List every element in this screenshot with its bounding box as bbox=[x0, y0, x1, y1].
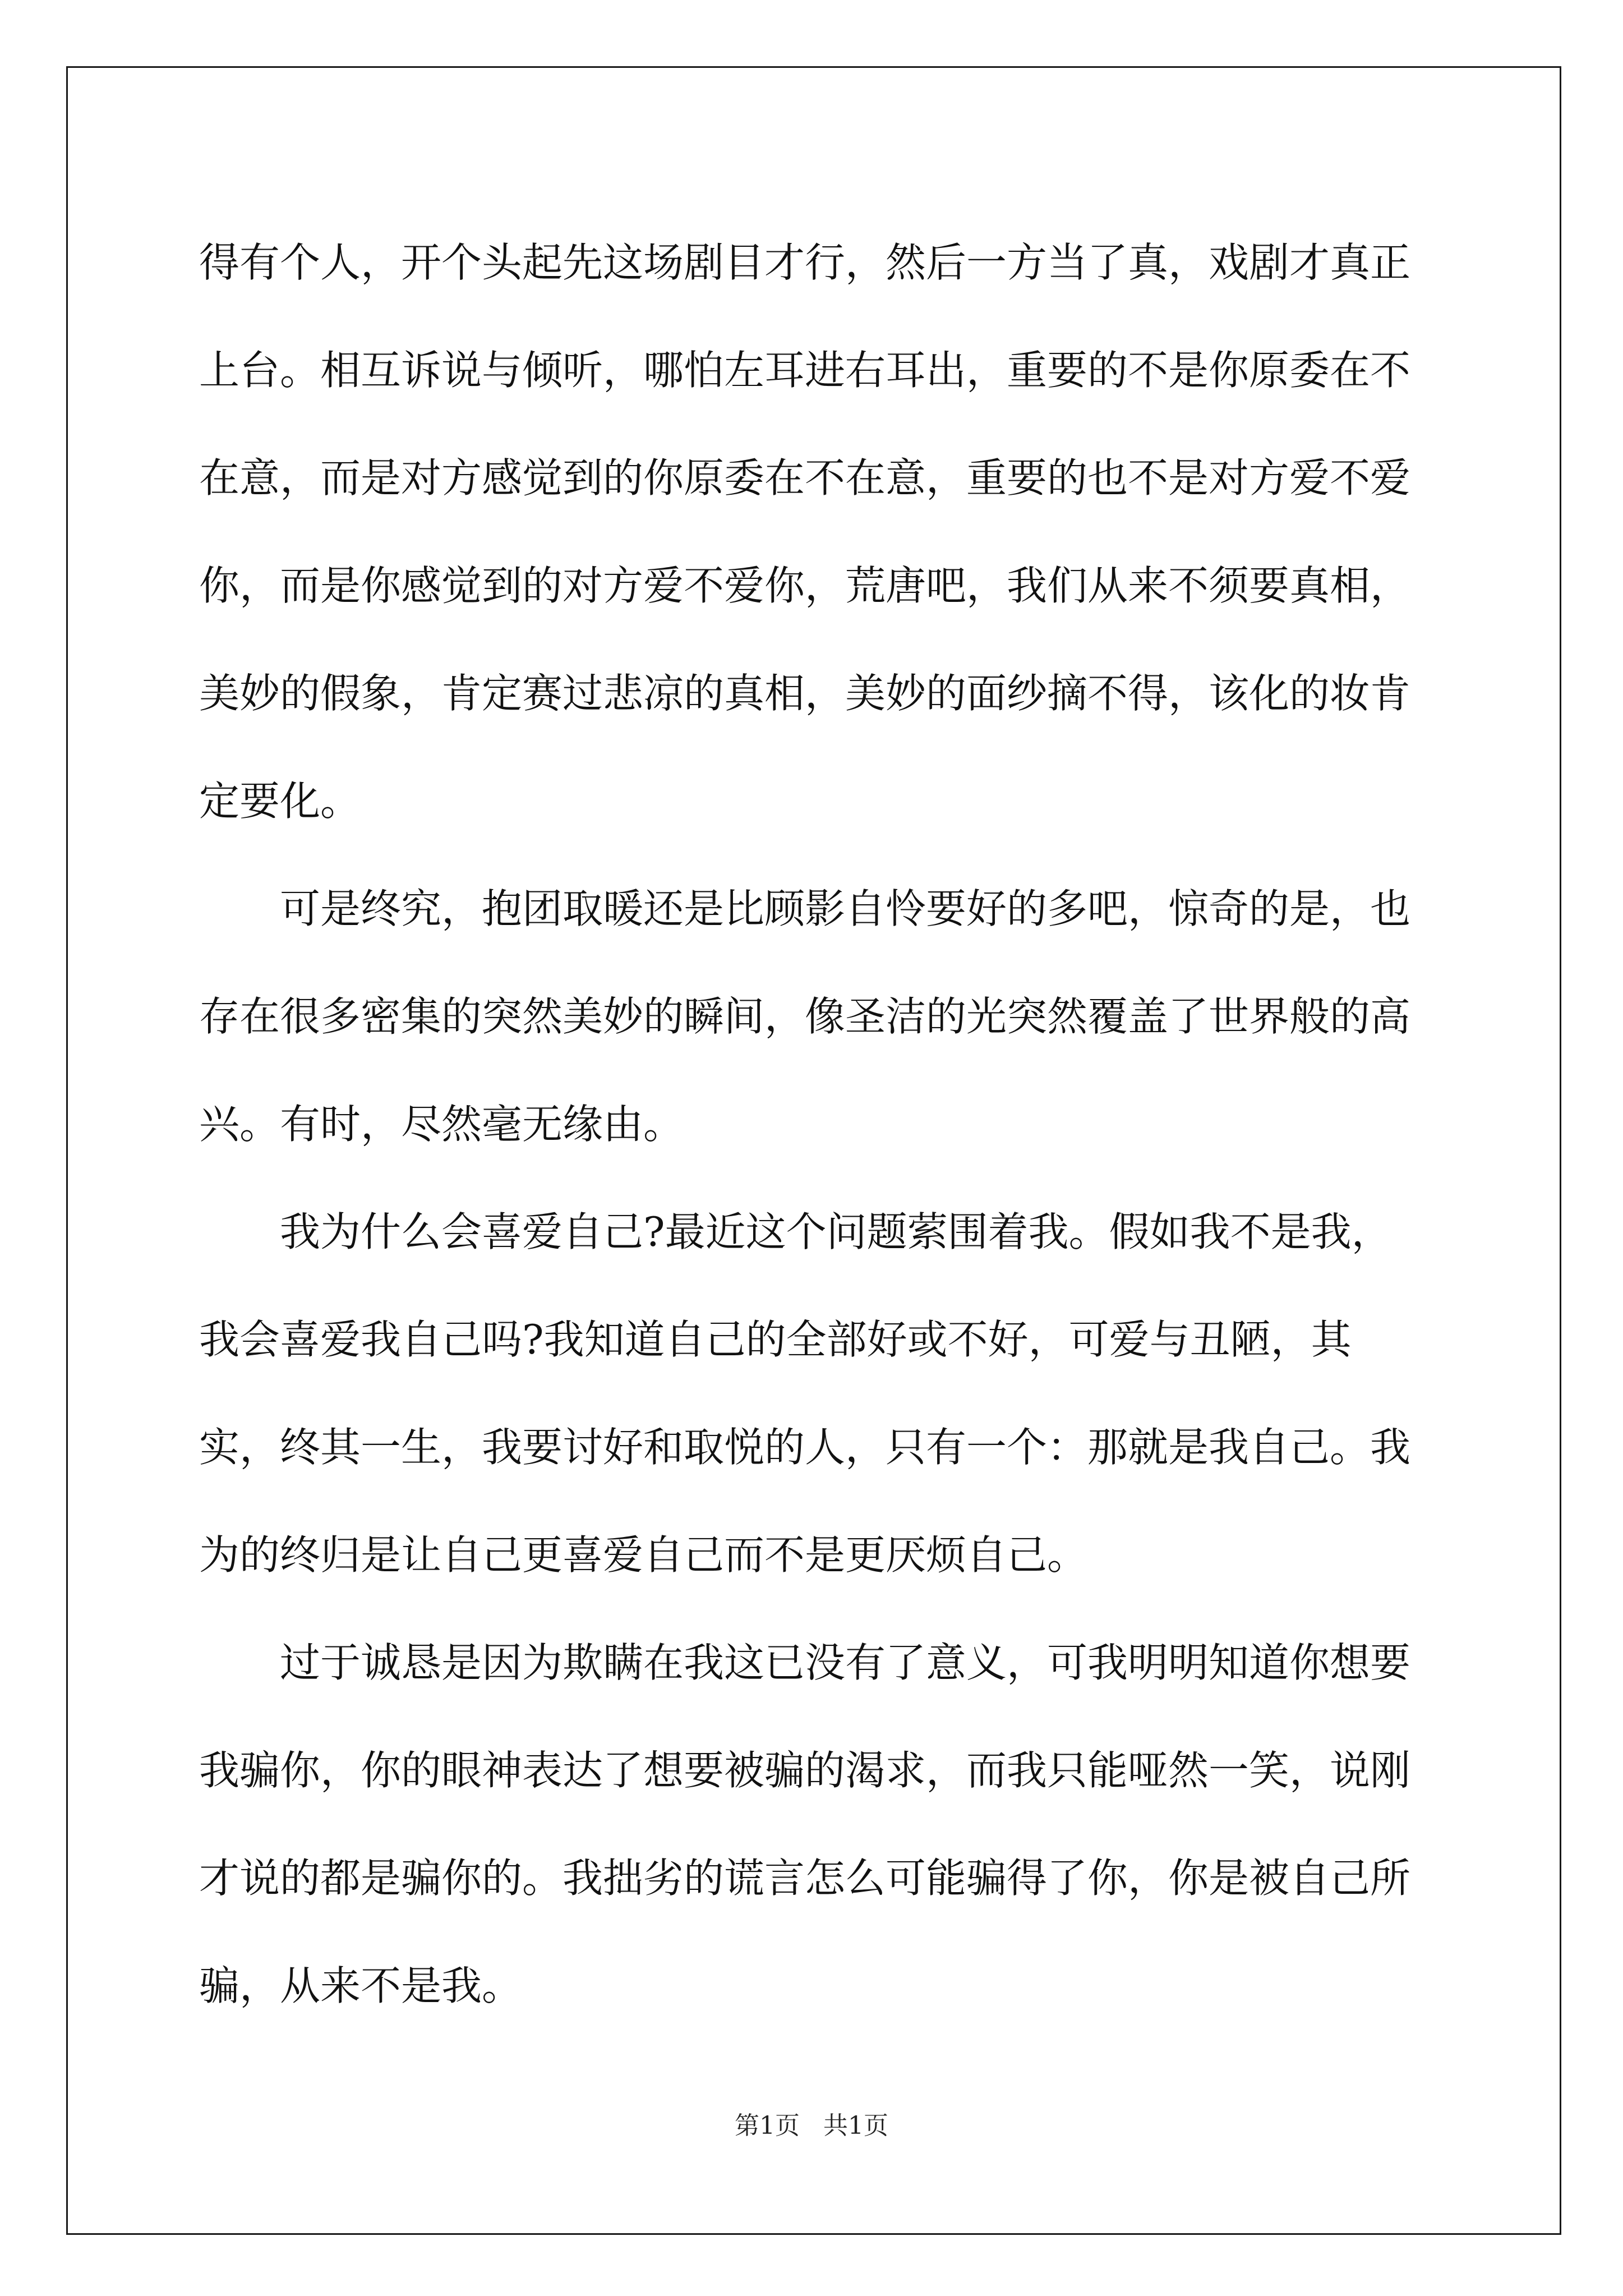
document-body bbox=[199, 209, 1427, 2040]
paragraph-4: 过于诚恳是因为欺瞒在我这已没有了意义，可我明明知道你想要我骗你，你的眼神表达了想要被骗的渴求，而我只能哑然一笑，说刚才说的都是骗你的。我拙劣的谎言怎么可能骗得了你，你是被自己所骗，从来不是我。 bbox=[199, 1639, 1411, 2009]
page-number: 第1页 bbox=[735, 2111, 800, 2140]
paragraph-2: 可是终究，抱团取暖还是比顾影自怜要好的多吧，惊奇的是，也存在很多密集的突然美妙的瞬间，像圣洁的光突然覆盖了世界般的高兴。有时，尽然毫无缘由。 bbox=[199, 885, 1411, 1148]
paragraph-3: 我为什么会喜爱自己?最近这个问题萦围着我。假如我不是我，我会喜爱我自己吗?我知道自己的全部好或不好，可爱与丑陋，其实，终其一生，我要讨好和取悦的人，只有一个：那就是我自己。我为的终归是让自己更喜爱自己而不是更厌烦自己。 bbox=[199, 1208, 1411, 1579]
page-total: 共1页 bbox=[823, 2111, 888, 2140]
page-footer bbox=[0, 2109, 1623, 2143]
footer-spacer bbox=[800, 2111, 823, 2140]
paragraph-1: 得有个人，开个头起先这场剧目才行，然后一方当了真，戏剧才真正上台。相互诉说与倾听，哪怕左耳进右耳出，重要的不是你原委在不在意，而是对方感觉到的你原委在不在意，重要的也不是对方爱不爱你，而是你感觉到的对方爱不爱你，荒唐吧，我们从来不须要真相，美妙的假象，肯定赛过悲凉的真相，美妙的面纱摘不得，该化的妆肯定要化。 bbox=[199, 239, 1411, 825]
